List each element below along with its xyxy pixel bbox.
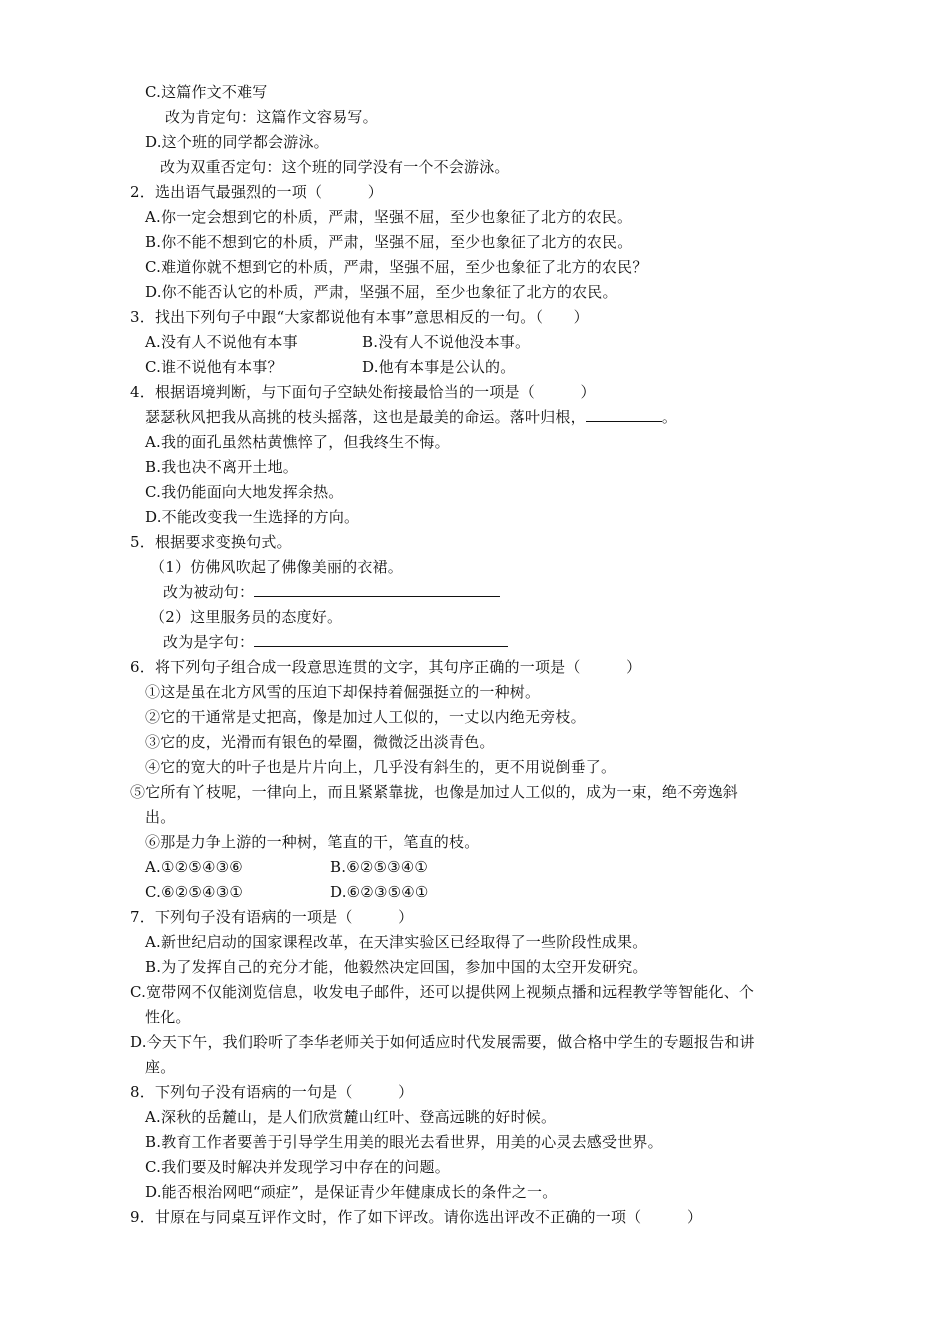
q6-sentence-4: ④它的宽大的叶子也是片片向上，几乎没有斜生的，更不用说倒垂了。 <box>145 758 617 776</box>
q6-option-d: D.⑥②③⑤④① <box>330 883 429 901</box>
q4-context-end: 。 <box>661 408 678 426</box>
q3-stem: 3．找出下列句子中跟“大家都说他有本事”意思相反的一句。（ ） <box>130 308 589 326</box>
q4-option-c: C.我仍能面向大地发挥余热。 <box>145 483 344 501</box>
q6-sentence-6: ⑥那是力争上游的一种树，笔直的干，笔直的枝。 <box>145 833 480 851</box>
q8-option-d: D.能否根治网吧“顽症”，是保证青少年健康成长的条件之一。 <box>145 1183 558 1201</box>
q5-answer-blank-1 <box>254 582 500 597</box>
q3-option-d: D.他有本事是公认的。 <box>362 358 516 376</box>
q6-stem: 6．将下列句子组合成一段意思连贯的文字，其句序正确的一项是（ ） <box>130 658 642 676</box>
q2-option-d: D.你不能否认它的朴质，严肃，坚强不屈，至少也象征了北方的农民。 <box>145 283 618 301</box>
q2-option-a: A.你一定会想到它的朴质，严肃，坚强不屈，至少也象征了北方的农民。 <box>145 208 633 226</box>
q8-option-c: C.我们要及时解决并发现学习中存在的问题。 <box>145 1158 450 1176</box>
q4-stem: 4．根据语境判断，与下面句子空缺处衔接最恰当的一项是（ ） <box>130 383 596 401</box>
q9-stem: 9．甘原在与同桌互评作文时，作了如下评改。请你选出评改不正确的一项（ ） <box>130 1208 703 1226</box>
q4-context <box>145 407 677 427</box>
q5-requirement-1-label: 改为被动句： <box>163 583 255 601</box>
q3-option-b: B.没有人不说他没本事。 <box>362 333 531 351</box>
q5-sentence-2: （2）这里服务员的态度好。 <box>150 608 343 626</box>
q4-option-b: B.我也决不离开土地。 <box>145 458 298 476</box>
q3-option-a: A.没有人不说他有本事 <box>145 333 298 351</box>
q7-option-c-line-1: C.宽带网不仅能浏览信息，收发电子邮件，还可以提供网上视频点播和远程教学等智能化、个 <box>130 983 755 1001</box>
q7-stem: 7．下列句子没有语病的一项是（ ） <box>130 908 414 926</box>
q7-option-c-line-2: 性化。 <box>145 1008 191 1026</box>
q1-option-d: D.这个班的同学都会游泳。 <box>145 133 329 151</box>
q7-option-d-line-2: 座。 <box>145 1058 176 1076</box>
q5-stem: 5．根据要求变换句式。 <box>130 533 292 551</box>
q7-option-a: A.新世纪启动的国家课程改革，在天津实验区已经取得了一些阶段性成果。 <box>145 933 648 951</box>
q1-option-d-rewrite: 改为双重否定句：这个班的同学没有一个不会游泳。 <box>160 158 510 176</box>
q6-option-a: A.①②⑤④③⑥ <box>145 858 243 876</box>
q4-answer-blank <box>586 407 662 422</box>
q4-option-d: D.不能改变我一生选择的方向。 <box>145 508 360 526</box>
q6-sentence-3: ③它的皮，光滑而有银色的晕圈，微微泛出淡青色。 <box>145 733 495 751</box>
q6-sentence-5-line-1: ⑤它所有丫枝呢，一律向上，而且紧紧靠拢，也像是加过人工似的，成为一束，绝不旁逸斜 <box>130 783 739 801</box>
q7-option-d-line-1: D.今天下午，我们聆听了李华老师关于如何适应时代发展需要，做合格中学生的专题报告和讲 <box>130 1033 755 1051</box>
q6-sentence-1: ①这是虽在北方风雪的压迫下却保持着倔强挺立的一种树。 <box>145 683 541 701</box>
q5-requirement-2-label: 改为是字句： <box>163 633 255 651</box>
q5-requirement-2 <box>163 632 508 652</box>
q2-option-b: B.你不能不想到它的朴质，严肃，坚强不屈，至少也象征了北方的农民。 <box>145 233 633 251</box>
q1-option-c: C.这篇作文不难写 <box>145 83 268 101</box>
q8-stem: 8．下列句子没有语病的一句是（ ） <box>130 1083 414 1101</box>
q5-sentence-1: （1）仿佛风吹起了佛像美丽的衣裙。 <box>150 558 403 576</box>
q6-sentence-5-line-2: 出。 <box>145 808 176 826</box>
q5-requirement-1 <box>163 582 500 602</box>
q4-option-a: A.我的面孔虽然枯黄憔悴了，但我终生不悔。 <box>145 433 450 451</box>
q2-stem: 2．选出语气最强烈的一项（ ） <box>130 183 383 201</box>
q8-option-a: A.深秋的岳麓山，是人们欣赏麓山红叶、登高远眺的好时候。 <box>145 1108 557 1126</box>
q4-context-text: 瑟瑟秋风把我从高挑的枝头摇落，这也是最美的命运。落叶归根， <box>145 408 586 426</box>
q1-option-c-rewrite: 改为肯定句：这篇作文容易写。 <box>165 108 378 126</box>
q6-option-b: B.⑥②⑤③④① <box>330 858 429 876</box>
q8-option-b: B.教育工作者要善于引导学生用美的眼光去看世界，用美的心灵去感受世界。 <box>145 1133 663 1151</box>
q5-answer-blank-2 <box>254 632 508 647</box>
q2-option-c: C.难道你就不想到它的朴质，严肃，坚强不屈，至少也象征了北方的农民？ <box>145 258 648 276</box>
q6-option-c: C.⑥②⑤④③① <box>145 883 243 901</box>
q3-option-c: C.谁不说他有本事？ <box>145 358 283 376</box>
q7-option-b: B.为了发挥自己的充分才能，他毅然决定回国，参加中国的太空开发研究。 <box>145 958 648 976</box>
q6-sentence-2: ②它的干通常是丈把高，像是加过人工似的，一丈以内绝无旁枝。 <box>145 708 586 726</box>
